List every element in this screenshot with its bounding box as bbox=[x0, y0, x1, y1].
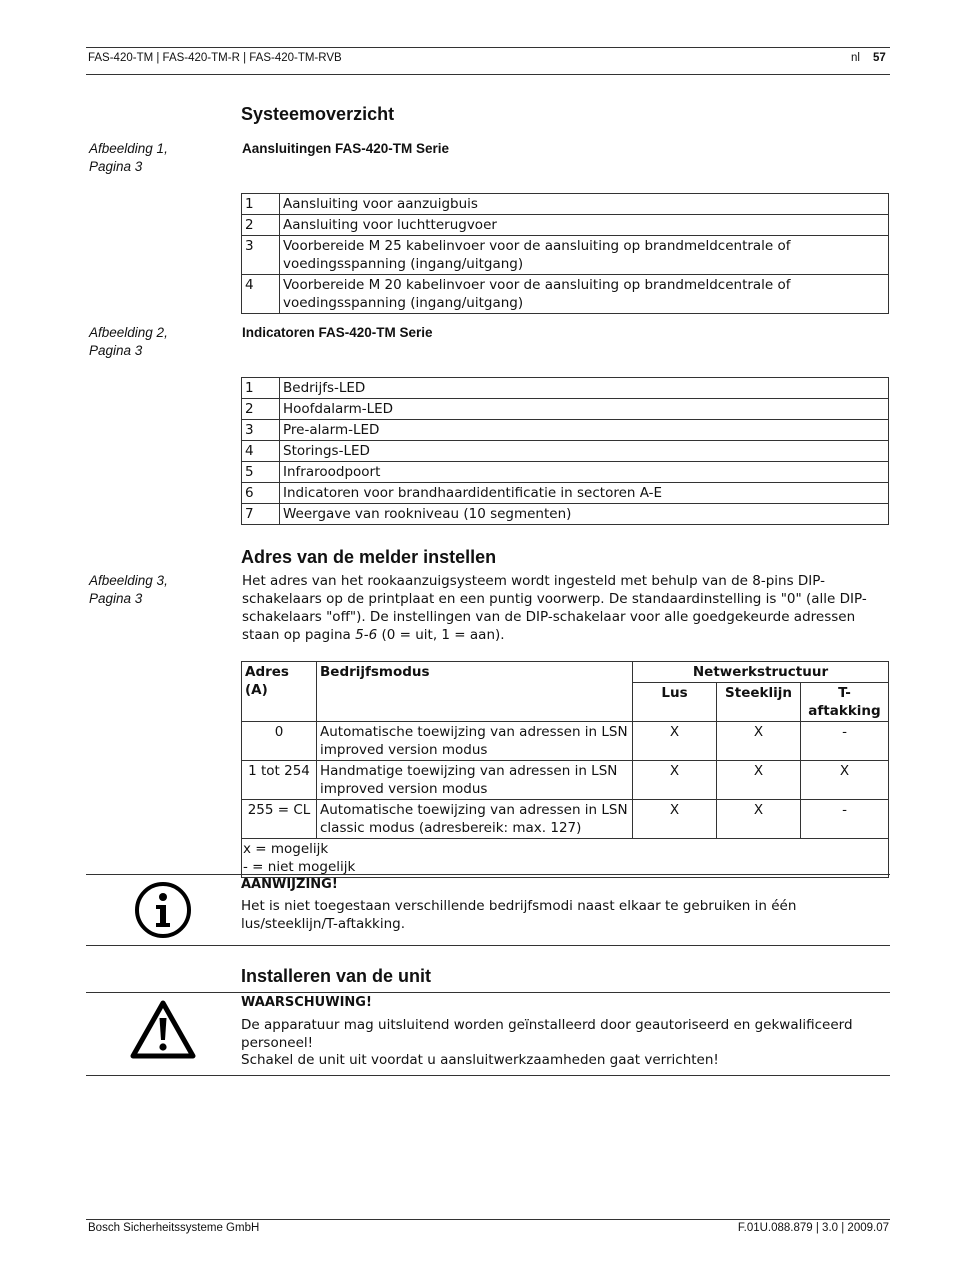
cell-t-aftakking: - bbox=[801, 722, 889, 761]
cell-mode: Handmatige toewijzing van adressen in LSN improved version modus bbox=[317, 761, 633, 800]
column-header-t-aftakking: T-aftakking bbox=[801, 683, 889, 722]
cell-address: 255 = CL bbox=[242, 800, 317, 839]
table-row bbox=[242, 504, 889, 525]
table-row bbox=[242, 378, 889, 399]
table-row bbox=[242, 441, 889, 462]
address-paragraph bbox=[242, 572, 887, 644]
column-header-steeklijn: Steeklijn bbox=[717, 683, 801, 722]
header-bottom-rule bbox=[86, 74, 890, 75]
legend-possible: x = mogelijk bbox=[243, 841, 329, 857]
cell-steeklijn: X bbox=[717, 761, 801, 800]
figure3-caption-name: Afbeelding 3 bbox=[89, 573, 165, 588]
page-reference: 5-6 bbox=[355, 627, 378, 643]
indicators-table bbox=[241, 377, 889, 525]
item-text: Storings-LED bbox=[280, 441, 889, 462]
warning-line-1: De apparatuur mag uitsluitend worden geïnstalleerd door geautoriseerd en gekwalificeerd personeel! bbox=[241, 1017, 853, 1051]
legend-not-possible: - = niet mogelijk bbox=[243, 859, 356, 875]
figure2-title: Indicatoren FAS-420-TM Serie bbox=[242, 325, 433, 340]
table-row bbox=[242, 722, 889, 761]
header-page-number: 57 bbox=[873, 52, 886, 64]
item-text: Infraroodpoort bbox=[280, 462, 889, 483]
item-number: 5 bbox=[242, 462, 280, 483]
item-number: 1 bbox=[242, 194, 280, 215]
column-header-mode: Bedrijfsmodus bbox=[317, 662, 633, 722]
warning-top-rule bbox=[86, 992, 890, 993]
item-number: 2 bbox=[242, 215, 280, 236]
cell-mode: Automatische toewijzing van adressen in LSN classic modus (adresbereik: max. 127) bbox=[317, 800, 633, 839]
figure2-caption-name: Afbeelding 2 bbox=[89, 325, 165, 340]
header-models: FAS-420-TM | FAS-420-TM-R | FAS-420-TM-RVB bbox=[88, 52, 342, 64]
paragraph-text: Het adres van het rookaanzuigsysteem wordt ingesteld met behulp van de 8-pins DIP-schakelaars op de printplaat en een puntig voorwerp. De standaardinstelling is "0" (alle DIP-schakelaars "off"). De instellingen van de DIP-schakelaar voor alle goedgekeurde adressen staan op pagina bbox=[242, 573, 867, 643]
item-text: Voorbereide M 20 kabelinvoer voor de aansluiting op brandmeldcentrale of voedingsspanning (ingang/uitgang) bbox=[280, 275, 889, 314]
warning-label: WAARSCHUWING! bbox=[241, 995, 372, 1010]
item-number: 3 bbox=[242, 420, 280, 441]
item-text: Aansluiting voor aanzuigbuis bbox=[280, 194, 889, 215]
footer-docref: F.01U.088.879 | 3.0 | 2009.07 bbox=[737, 1222, 889, 1234]
item-text: Aansluiting voor luchtterugvoer bbox=[280, 215, 889, 236]
table-row bbox=[242, 194, 889, 215]
section-title-systeemoverzicht: Systeemoverzicht bbox=[241, 104, 395, 124]
cell-steeklijn: X bbox=[717, 800, 801, 839]
cell-address: 0 bbox=[242, 722, 317, 761]
cell-lus: X bbox=[633, 722, 717, 761]
note-text: Het is niet toegestaan verschillende bedrijfsmodi naast elkaar te gebruiken in één lus/steeklijn/T-aftakking. bbox=[241, 898, 797, 932]
note-top-rule bbox=[86, 874, 890, 875]
figure1-title: Aansluitingen FAS-420-TM Serie bbox=[242, 141, 450, 156]
network-table bbox=[241, 661, 889, 878]
item-text: Hoofdalarm-LED bbox=[280, 399, 889, 420]
item-number: 3 bbox=[242, 236, 280, 275]
figure2-caption-page: Pagina 3 bbox=[89, 343, 143, 358]
table-row bbox=[242, 275, 889, 314]
header-lang: nl bbox=[851, 52, 860, 64]
footer-company: Bosch Sicherheitssysteme GmbH bbox=[88, 1222, 260, 1234]
section-title-installeren: Installeren van de unit bbox=[241, 966, 432, 986]
item-number: 4 bbox=[242, 441, 280, 462]
cell-address: 1 tot 254 bbox=[242, 761, 317, 800]
table-row bbox=[242, 483, 889, 504]
note-label: AANWIJZING! bbox=[241, 877, 338, 892]
item-text: Weergave van rookniveau (10 segmenten) bbox=[280, 504, 889, 525]
cell-lus: X bbox=[633, 761, 717, 800]
header-top-rule bbox=[86, 47, 890, 48]
warning-line-2: Schakel de unit uit voordat u aansluitwerkzaamheden gaat verrichten! bbox=[241, 1052, 719, 1068]
table-row bbox=[242, 236, 889, 275]
connections-table bbox=[241, 193, 889, 314]
warning-icon bbox=[128, 998, 198, 1066]
item-number: 6 bbox=[242, 483, 280, 504]
figure2-caption: Afbeelding 2, Pagina 3 bbox=[89, 325, 168, 358]
item-text: Indicatoren voor brandhaardidentificatie in sectoren A-E bbox=[280, 483, 889, 504]
footer-rule bbox=[86, 1219, 890, 1220]
cell-lus: X bbox=[633, 800, 717, 839]
figure1-caption-name: Afbeelding 1 bbox=[89, 141, 165, 156]
table-row bbox=[242, 215, 889, 236]
figure3-caption-page: Pagina 3 bbox=[89, 591, 143, 606]
column-header-address: Adres (A) bbox=[242, 662, 317, 722]
column-header-lus: Lus bbox=[633, 683, 717, 722]
table-row bbox=[242, 399, 889, 420]
item-text: Voorbereide M 25 kabelinvoer voor de aansluiting op brandmeldcentrale of voedingsspanning (ingang/uitgang) bbox=[280, 236, 889, 275]
table-legend bbox=[242, 839, 889, 878]
item-number: 4 bbox=[242, 275, 280, 314]
item-number: 1 bbox=[242, 378, 280, 399]
paragraph-text-end: (0 = uit, 1 = aan). bbox=[377, 627, 505, 643]
info-icon bbox=[133, 880, 193, 944]
figure1-caption-page: Pagina 3 bbox=[89, 159, 143, 174]
section-title-adres: Adres van de melder instellen bbox=[241, 547, 497, 567]
item-text: Pre-alarm-LED bbox=[280, 420, 889, 441]
column-header-network: Netwerkstructuur bbox=[633, 662, 889, 683]
cell-mode: Automatische toewijzing van adressen in LSN improved version modus bbox=[317, 722, 633, 761]
cell-steeklijn: X bbox=[717, 722, 801, 761]
table-row bbox=[242, 462, 889, 483]
table-row bbox=[242, 800, 889, 839]
table-row bbox=[242, 761, 889, 800]
item-text: Bedrijfs-LED bbox=[280, 378, 889, 399]
cell-t-aftakking: - bbox=[801, 800, 889, 839]
figure1-caption: Afbeelding 1, Pagina 3 bbox=[89, 141, 168, 174]
item-number: 2 bbox=[242, 399, 280, 420]
table-row bbox=[242, 420, 889, 441]
item-number: 7 bbox=[242, 504, 280, 525]
warning-bottom-rule bbox=[86, 1075, 890, 1076]
cell-t-aftakking: X bbox=[801, 761, 889, 800]
note-bottom-rule bbox=[86, 945, 890, 946]
table-legend-row bbox=[242, 839, 889, 878]
figure3-caption: Afbeelding 3, Pagina 3 bbox=[89, 573, 168, 606]
